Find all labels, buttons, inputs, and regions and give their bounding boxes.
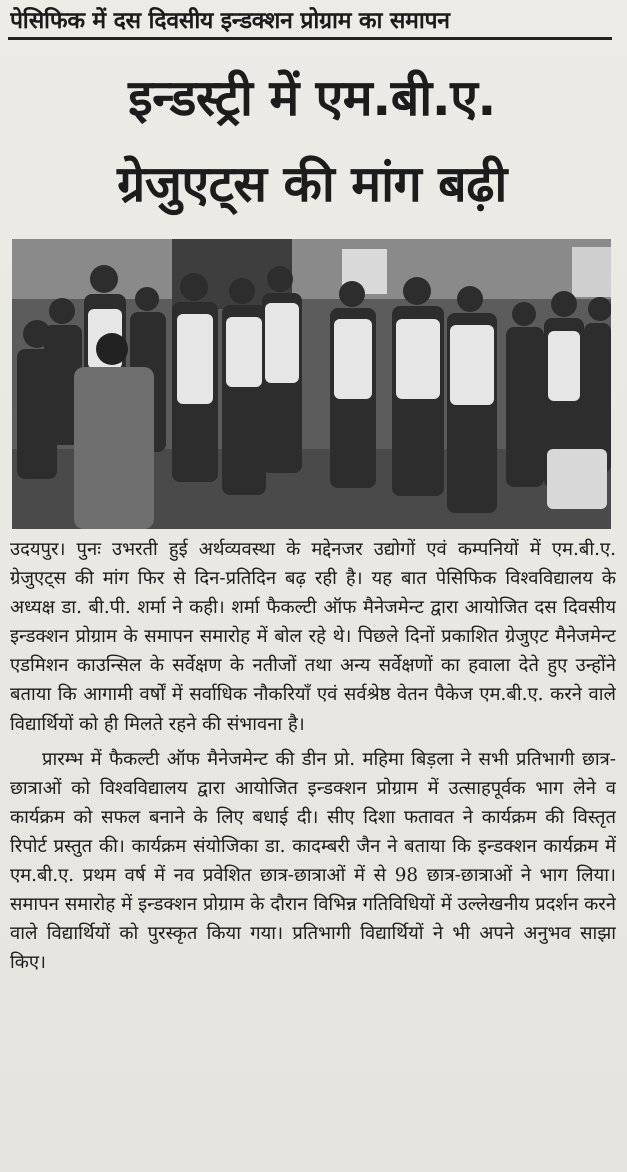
group-photo-illustration <box>12 239 611 529</box>
article-paragraph-1: उदयपुर। पुनः उभरती हुई अर्थव्यवस्था के मद्देनजर उद्योगों एवं कम्पनियों में एम.बी.ए. ग्रेजुएट्स की मांग फिर से दिन-प्रतिदिन बढ़ रही है। यह बात पेसिफिक विश्वविद्यालय के अध्यक्ष डा. बी.पी. शर्मा ने कही। शर्मा फैकल्टी ऑफ मैनेजमेन्ट द्वारा आयोजित दस दिवसीय इन्डक्शन प्रोग्राम के समापन समारोह में बोल रहे थे। पिछले दिनों प्रकाशित ग्रेजुएट मैनेजमेन्ट एडमिशन काउन्सिल के सर्वेक्षण के नतीजों तथा अन्य सर्वेक्षणों का हवाला देते हुए उन्होंने बताया कि आगामी वर्षों में सर्वाधिक नौकरियाँ एवं सर्वश्रेष्ठ वेतन पैकेज एम.बी.ए. करने वाले विद्यार्थियों को ही मिलते रहने की संभावना है। <box>10 539 616 735</box>
news-photo <box>12 239 611 529</box>
kicker-underline <box>8 37 612 40</box>
article-body <box>10 535 616 1165</box>
headline-line-1: इन्डस्ट्री में एम.बी.ए. <box>128 69 496 127</box>
kicker-heading: पेसिफिक में दस दिवसीय इन्डक्शन प्रोग्राम का समापन <box>10 8 450 34</box>
headline-line-2: ग्रेजुएट्स की मांग बढ़ी <box>117 155 507 213</box>
article-paragraph-2: प्रारम्भ में फैकल्टी ऑफ मैनेजमेन्ट की डीन प्रो. महिमा बिड़ला ने सभी प्रतिभागी छात्र-छात्राओं को विश्वविद्यालय द्वारा आयोजित इन्डक्शन प्रोग्राम में उत्साहपूर्वक भाग लेने व कार्यक्रम को सफल बनाने के लिए बधाई दी। सीए दिशा फतावत ने कार्यक्रम की विस्तृत रिपोर्ट प्रस्तुत की। कार्यक्रम संयोजिका डा. कादम्बरी जैन ने बताया कि इन्डक्शन कार्यक्रम में एम.बी.ए. प्रथम वर्ष में नव प्रवेशित छात्र-छात्राओं में से 98 छात्र-छात्राओं ने भाग लिया। समापन समारोह में इन्डक्शन प्रोग्राम के दौरान विभिन्न गतिविधियों में उल्लेखनीय प्रदर्शन करने वाले विद्यार्थियों को पुरस्कृत किया गया। प्रतिभागी विद्यार्थियों ने भी अपने अनुभव साझा किए। <box>10 748 616 974</box>
